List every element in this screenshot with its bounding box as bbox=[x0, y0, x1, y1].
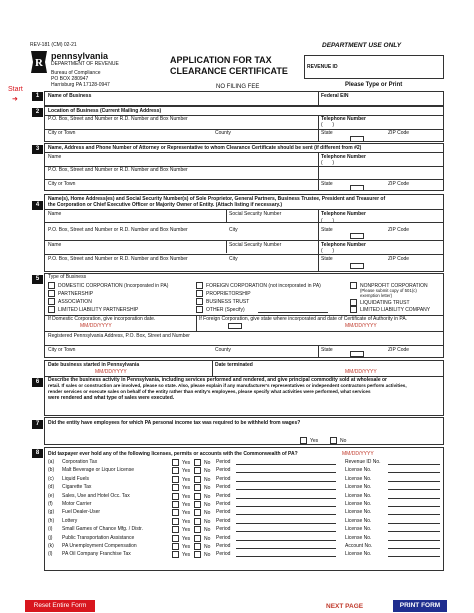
employees-no[interactable]: No bbox=[330, 437, 346, 444]
checkbox[interactable] bbox=[172, 459, 179, 466]
license-no-option[interactable]: No bbox=[194, 535, 210, 542]
license-number-input[interactable] bbox=[388, 548, 440, 549]
domestic-date-label: If Domestic Corporation, give incorporation date. bbox=[48, 316, 156, 322]
license-yes-option[interactable]: Yes bbox=[172, 459, 190, 466]
checkbox[interactable] bbox=[194, 501, 201, 508]
license-number-label: License No. bbox=[345, 475, 372, 482]
domestic-date-input[interactable]: MM/DD/YYYY bbox=[80, 323, 112, 329]
attorney-state-input[interactable] bbox=[350, 185, 364, 191]
license-letter: (f) bbox=[48, 501, 53, 507]
checkbox[interactable] bbox=[172, 551, 179, 558]
checkbox[interactable] bbox=[350, 282, 357, 289]
checkbox[interactable] bbox=[172, 501, 179, 508]
divider bbox=[44, 152, 444, 153]
checkbox[interactable] bbox=[194, 484, 201, 491]
registered-state-label: State bbox=[321, 347, 333, 353]
divider bbox=[44, 331, 444, 332]
checkbox[interactable] bbox=[350, 299, 357, 306]
license-number-input[interactable] bbox=[388, 481, 440, 482]
license-period-input[interactable] bbox=[236, 514, 336, 515]
license-yes-option[interactable]: Yes bbox=[172, 509, 190, 516]
location-state-label: State bbox=[321, 130, 333, 136]
please-type-label: Please Type or Print bbox=[345, 82, 403, 88]
licenses-date-hint: MM/DD/YYYY bbox=[342, 451, 374, 457]
checkbox[interactable] bbox=[194, 476, 201, 483]
checkbox[interactable] bbox=[300, 437, 307, 444]
nonprofit-note-2: exemption letter) bbox=[360, 293, 393, 298]
divider bbox=[44, 345, 444, 346]
license-letter: (a) bbox=[48, 459, 55, 465]
checkbox[interactable] bbox=[194, 467, 201, 474]
location-county-label: County bbox=[215, 130, 231, 136]
checkbox[interactable] bbox=[172, 535, 179, 542]
foreign-date-input[interactable]: MM/DD/YYYY bbox=[345, 323, 377, 329]
license-no-option[interactable]: No bbox=[194, 518, 210, 525]
license-period-input[interactable] bbox=[236, 540, 336, 541]
license-number-label: License No. bbox=[345, 467, 372, 474]
license-yes-option[interactable]: Yes bbox=[172, 543, 190, 550]
describe-line-4: were rendered and what type of sales were executed. bbox=[48, 395, 175, 401]
registered-state-input[interactable] bbox=[350, 351, 364, 357]
divider bbox=[44, 254, 444, 255]
checkbox[interactable] bbox=[196, 298, 203, 305]
type-llp[interactable]: LIMITED LIABILITY PARTNERSHIP bbox=[48, 306, 138, 313]
registered-address-label: Registered Pennsylvania Address, P.O. Box, Street and Number bbox=[48, 333, 190, 339]
license-letter: (e) bbox=[48, 492, 55, 499]
location-state-input[interactable] bbox=[350, 136, 364, 142]
location-phone-label: Telephone Number bbox=[321, 116, 366, 122]
license-number-input[interactable] bbox=[388, 531, 440, 532]
license-period-label: Period bbox=[216, 492, 231, 499]
describe-line-2: retail. If sales or construction are involved, please so state. Also, please explain if any manufacturer's representatives or independent contractors perform activities, bbox=[48, 383, 407, 388]
nonprofit-note-1: (Please submit copy of 501(c) bbox=[360, 288, 417, 293]
license-number-input[interactable] bbox=[388, 514, 440, 515]
license-no-option[interactable]: No bbox=[194, 551, 210, 558]
owner2-zip-label: ZIP Code bbox=[388, 256, 410, 262]
license-name: Malt Beverage or Liquor License bbox=[62, 467, 134, 474]
owner2-phone-label: Telephone Number bbox=[321, 242, 366, 248]
license-letter: (l) bbox=[48, 551, 53, 558]
license-yes-option[interactable]: Yes bbox=[172, 518, 190, 525]
license-period-label: Period bbox=[216, 526, 231, 533]
license-name: PA Unemployment Compensation bbox=[62, 543, 137, 549]
foreign-date-label: If Foreign Corporation, give state where incorporated and date of Certificate of Authority in PA. bbox=[199, 316, 408, 322]
revenue-id-label: REVENUE ID bbox=[307, 64, 338, 70]
checkbox[interactable] bbox=[48, 290, 55, 297]
divider bbox=[44, 129, 444, 130]
license-period-label: Period bbox=[216, 517, 231, 524]
attorney-city-label: City or Town bbox=[48, 181, 76, 187]
license-period-input[interactable] bbox=[236, 548, 336, 549]
section-6-number: 6 bbox=[32, 378, 43, 387]
type-liquidating-trust[interactable]: LIQUIDATING TRUST bbox=[350, 299, 410, 306]
title-line-2: CLEARANCE CERTIFICATE bbox=[170, 66, 288, 76]
license-number-input[interactable] bbox=[388, 498, 440, 499]
checkbox[interactable] bbox=[172, 493, 179, 500]
checkbox[interactable] bbox=[172, 476, 179, 483]
section-3-number: 3 bbox=[32, 145, 43, 154]
checkbox[interactable] bbox=[196, 306, 203, 313]
checkbox[interactable] bbox=[172, 484, 179, 491]
start-label: Start bbox=[8, 86, 23, 93]
license-letter: (c) bbox=[48, 475, 54, 482]
owner1-phone-label: Telephone Number bbox=[321, 211, 366, 217]
license-name: PA Oil Company Franchise Tax bbox=[62, 551, 131, 558]
checkbox[interactable] bbox=[194, 551, 201, 558]
checkbox[interactable] bbox=[194, 543, 201, 550]
owner1-state-input[interactable] bbox=[350, 233, 364, 239]
divider bbox=[318, 345, 319, 358]
federal-ein-label: Federal EIN bbox=[321, 93, 349, 99]
checkbox[interactable] bbox=[196, 282, 203, 289]
checkbox[interactable] bbox=[48, 298, 55, 305]
divider bbox=[212, 360, 213, 376]
describe-line-1: Describe the business activity in Pennsylvania, including services performed and rendered, and give principal commodity sold at wholesale or bbox=[48, 377, 387, 383]
divider bbox=[226, 240, 227, 253]
owner1-name-label: Name bbox=[48, 211, 62, 217]
license-name: Cigarette Tax bbox=[62, 484, 92, 491]
license-number-input[interactable] bbox=[388, 489, 440, 490]
license-yes-option[interactable]: Yes bbox=[172, 526, 190, 533]
license-number-label: License No. bbox=[345, 501, 372, 507]
checkbox[interactable] bbox=[172, 543, 179, 550]
checkbox[interactable] bbox=[48, 282, 55, 289]
license-number-input[interactable] bbox=[388, 523, 440, 524]
license-number-input[interactable] bbox=[388, 540, 440, 541]
date-terminated-label: Date terminated bbox=[215, 362, 253, 368]
license-period-input[interactable] bbox=[236, 472, 336, 473]
license-period-input[interactable] bbox=[236, 498, 336, 499]
section-5-number: 5 bbox=[32, 275, 43, 284]
license-yes-option[interactable]: Yes bbox=[172, 535, 190, 542]
business-name-input[interactable] bbox=[47, 99, 315, 105]
location-title: Location of Business (Current Mailing Address) bbox=[48, 108, 162, 114]
title-line-1: APPLICATION FOR TAX bbox=[170, 55, 272, 65]
owner2-name-label: Name bbox=[48, 242, 62, 248]
federal-ein-input[interactable] bbox=[321, 99, 441, 105]
checkbox[interactable] bbox=[194, 493, 201, 500]
checkbox[interactable] bbox=[196, 290, 203, 297]
license-yes-option[interactable]: Yes bbox=[172, 493, 190, 500]
date-started-input[interactable]: MM/DD/YYYY bbox=[95, 369, 127, 375]
agency-dept: DEPARTMENT OF REVENUE bbox=[51, 61, 119, 67]
license-number-input[interactable] bbox=[388, 556, 440, 557]
date-started-label: Date business started in Pennsylvania bbox=[48, 362, 140, 368]
license-yes-option[interactable]: Yes bbox=[172, 551, 190, 558]
license-yes-option[interactable]: Yes bbox=[172, 476, 190, 483]
license-yes-option[interactable]: Yes bbox=[172, 484, 190, 491]
license-period-input[interactable] bbox=[236, 556, 336, 557]
type-domestic-corp[interactable]: DOMESTIC CORPORATION (Incorporated in PA) bbox=[48, 282, 168, 289]
start-arrow-icon: ➜ bbox=[12, 96, 18, 103]
section-4-number: 4 bbox=[32, 201, 43, 210]
license-period-label: Period bbox=[216, 459, 231, 465]
checkbox[interactable] bbox=[194, 518, 201, 525]
license-letter: (d) bbox=[48, 484, 55, 491]
type-nonprofit[interactable]: NONPROFIT CORPORATION bbox=[350, 282, 428, 289]
agency-name: pennsylvania bbox=[51, 51, 109, 61]
checkbox[interactable] bbox=[194, 509, 201, 516]
license-no-option[interactable]: No bbox=[194, 476, 210, 483]
section-8-number: 8 bbox=[32, 449, 43, 458]
license-number-label: License No. bbox=[345, 509, 372, 516]
license-period-label: Period bbox=[216, 501, 231, 507]
license-number-input[interactable] bbox=[388, 464, 440, 465]
location-zip-label: ZIP Code bbox=[388, 130, 410, 136]
owner2-city-label: City bbox=[229, 256, 238, 262]
license-period-label: Period bbox=[216, 551, 231, 558]
divider bbox=[318, 152, 319, 191]
licenses-question: Did taxpayer ever hold any of the following licenses, permits or accounts with the Commonwealth of PA? bbox=[48, 451, 298, 457]
checkbox[interactable] bbox=[194, 535, 201, 542]
license-yes-option[interactable]: Yes bbox=[172, 467, 190, 474]
license-number-label: License No. bbox=[345, 517, 372, 524]
license-number-input[interactable] bbox=[388, 472, 440, 473]
checkbox[interactable] bbox=[172, 467, 179, 474]
license-no-option[interactable]: No bbox=[194, 484, 210, 491]
license-letter: (g) bbox=[48, 509, 55, 516]
section-7-number: 7 bbox=[32, 420, 43, 429]
print-form-button[interactable]: PRINT FORM bbox=[393, 600, 447, 612]
license-number-label: Account No. bbox=[345, 543, 373, 549]
license-letter: (k) bbox=[48, 543, 54, 549]
license-period-input[interactable] bbox=[236, 481, 336, 482]
agency-po: PO BOX 280947 bbox=[51, 76, 89, 82]
type-association[interactable]: ASSOCIATION bbox=[48, 298, 92, 305]
license-name: Sales, Use and Hotel Occ. Tax bbox=[62, 492, 130, 499]
attorney-po-label: P.O. Box, Street and Number or R.D. Number and Box Number bbox=[48, 167, 188, 173]
location-phone-input[interactable]: ( ) bbox=[321, 122, 335, 128]
type-foreign-corp[interactable]: FOREIGN CORPORATION (not incorporated in PA) bbox=[196, 282, 321, 289]
license-no-option[interactable]: No bbox=[194, 526, 210, 533]
license-number-label: License No. bbox=[345, 492, 372, 499]
license-letter: (i) bbox=[48, 526, 53, 533]
license-no-option[interactable]: No bbox=[194, 543, 210, 550]
checkbox[interactable] bbox=[194, 526, 201, 533]
license-number-label: License No. bbox=[345, 534, 372, 541]
license-name: Motor Carrier bbox=[62, 501, 92, 507]
owners-title-2: the Corporation or Chief Executive Officer or Majority Owner of Entity. (Attach listing if necessary.) bbox=[48, 202, 283, 208]
license-period-input[interactable] bbox=[236, 464, 336, 465]
department-use-heading: DEPARTMENT USE ONLY bbox=[322, 42, 402, 49]
type-partnership[interactable]: PARTNERSHIP bbox=[48, 290, 93, 297]
owner2-ssn-label: Social Security Number bbox=[229, 242, 282, 248]
license-number-label: Revenue ID No. bbox=[345, 459, 381, 465]
checkbox[interactable] bbox=[172, 526, 179, 533]
form-id: REV-181 (CM) 02-21 bbox=[30, 42, 77, 48]
attorney-title: Name, Address and Phone Number of Attorney or Representative to whom Clearance Certificate should be sent (if different from #2) bbox=[48, 145, 362, 151]
license-no-option[interactable]: No bbox=[194, 467, 210, 474]
owner2-po-label: P.O. Box, Street and Number or R.D. Number and Box Number bbox=[48, 256, 188, 262]
license-letter: (h) bbox=[48, 517, 55, 524]
owner2-state-input[interactable] bbox=[350, 263, 364, 269]
type-proprietorship[interactable]: PROPRIETORSHIP bbox=[196, 290, 251, 297]
divider bbox=[44, 240, 444, 241]
describe-line-3: render services or execute sales on behalf of the entity rather than entity's employees, please specify what activities were performed, what services bbox=[48, 389, 371, 394]
divider bbox=[196, 315, 197, 331]
section-2-number: 2 bbox=[32, 108, 43, 117]
location-city-label: City or Town bbox=[48, 130, 76, 136]
date-terminated-input[interactable]: MM/DD/YYYY bbox=[345, 369, 377, 375]
license-number-label: License No. bbox=[345, 484, 372, 491]
registered-county-label: County bbox=[215, 347, 231, 353]
other-specify-line[interactable] bbox=[258, 312, 328, 313]
checkbox[interactable] bbox=[172, 518, 179, 525]
license-period-label: Period bbox=[216, 509, 231, 516]
license-no-option[interactable]: No bbox=[194, 459, 210, 466]
registered-city-label: City or Town bbox=[48, 347, 76, 353]
keystone-logo bbox=[30, 50, 48, 74]
license-name: Small Games of Chance Mfg. / Distr. bbox=[62, 526, 143, 533]
checkbox[interactable] bbox=[330, 437, 337, 444]
divider bbox=[44, 179, 444, 180]
license-period-input[interactable] bbox=[236, 489, 336, 490]
attorney-phone-label: Telephone Number bbox=[321, 154, 366, 160]
owner1-zip-label: ZIP Code bbox=[388, 227, 410, 233]
checkbox[interactable] bbox=[172, 509, 179, 516]
license-name: Fuel Dealer-User bbox=[62, 509, 101, 516]
license-number-label: License No. bbox=[345, 551, 372, 558]
license-period-label: Period bbox=[216, 484, 231, 491]
license-name: Liquid Fuels bbox=[62, 475, 89, 482]
checkbox[interactable] bbox=[194, 459, 201, 466]
next-page-button[interactable]: NEXT PAGE bbox=[326, 603, 364, 610]
attorney-phone-input[interactable]: ( ) bbox=[321, 160, 335, 166]
section-1-number: 1 bbox=[32, 92, 43, 101]
license-period-label: Period bbox=[216, 534, 231, 541]
divider bbox=[44, 209, 444, 210]
license-letter: (b) bbox=[48, 467, 55, 474]
svg-text:R: R bbox=[35, 57, 43, 69]
license-name: Corporation Tax bbox=[62, 459, 98, 465]
owner1-phone-input[interactable]: ( ) bbox=[321, 218, 335, 224]
license-period-input[interactable] bbox=[236, 506, 336, 507]
license-period-label: Period bbox=[216, 467, 231, 474]
type-business-trust[interactable]: BUSINESS TRUST bbox=[196, 298, 249, 305]
employees-question: Did the entity have employees for which PA personal income tax was required to be withheld from wages? bbox=[48, 420, 301, 426]
business-activity-input[interactable] bbox=[47, 402, 441, 414]
reset-form-button[interactable]: Reset Entire Form bbox=[25, 600, 95, 612]
attorney-name-label: Name bbox=[48, 154, 62, 160]
license-letter: (j) bbox=[48, 534, 53, 541]
divider bbox=[226, 209, 227, 222]
owner1-state-label: State bbox=[321, 227, 333, 233]
license-period-label: Period bbox=[216, 475, 231, 482]
license-period-label: Period bbox=[216, 543, 231, 549]
type-other[interactable]: OTHER (Specify) bbox=[196, 306, 245, 313]
license-name: Public Transportation Assistance bbox=[62, 534, 135, 541]
checkbox[interactable] bbox=[350, 306, 357, 313]
agency-city: Harrisburg PA 17128-0947 bbox=[51, 82, 110, 88]
agency-bureau: Bureau of Compliance bbox=[51, 70, 101, 76]
checkbox[interactable] bbox=[48, 306, 55, 313]
type-of-business-label: Type of Business bbox=[48, 274, 87, 280]
license-period-input[interactable] bbox=[236, 531, 336, 532]
owner2-phone-input[interactable]: ( ) bbox=[321, 248, 335, 254]
employees-yes[interactable]: Yes bbox=[300, 437, 318, 444]
divider bbox=[44, 222, 444, 223]
license-number-label: License No. bbox=[345, 526, 372, 533]
owner1-ssn-label: Social Security Number bbox=[229, 211, 282, 217]
license-number-input[interactable] bbox=[388, 506, 440, 507]
owner1-city-label: City bbox=[229, 227, 238, 233]
license-no-option[interactable]: No bbox=[194, 501, 210, 508]
divider bbox=[318, 91, 319, 106]
license-yes-option[interactable]: Yes bbox=[172, 501, 190, 508]
license-no-option[interactable]: No bbox=[194, 493, 210, 500]
owner1-po-label: P.O. Box, Street and Number or R.D. Number and Box Number bbox=[48, 227, 188, 233]
business-name-label: Name of Business bbox=[48, 93, 92, 99]
owner2-state-label: State bbox=[321, 256, 333, 262]
location-po-label: P.O. Box, Street and Number or R.D. Number and Box Number bbox=[48, 116, 188, 122]
attorney-zip-label: ZIP Code bbox=[388, 181, 410, 187]
registered-zip-label: ZIP Code bbox=[388, 347, 410, 353]
attorney-state-label: State bbox=[321, 181, 333, 187]
license-no-option[interactable]: No bbox=[194, 509, 210, 516]
no-filing-fee: NO FILING FEE bbox=[216, 84, 260, 90]
type-llc[interactable]: LIMITED LIABILITY COMPANY bbox=[350, 306, 430, 313]
owners-title-1: Name(s), Home Address(es) and Social Security Number(s) of Sole Proprietor, General Partners, Business Trustee, President and Treasurer of bbox=[48, 196, 386, 202]
license-name: Lottery bbox=[62, 517, 78, 524]
foreign-state-input[interactable] bbox=[228, 323, 242, 329]
license-period-input[interactable] bbox=[236, 523, 336, 524]
